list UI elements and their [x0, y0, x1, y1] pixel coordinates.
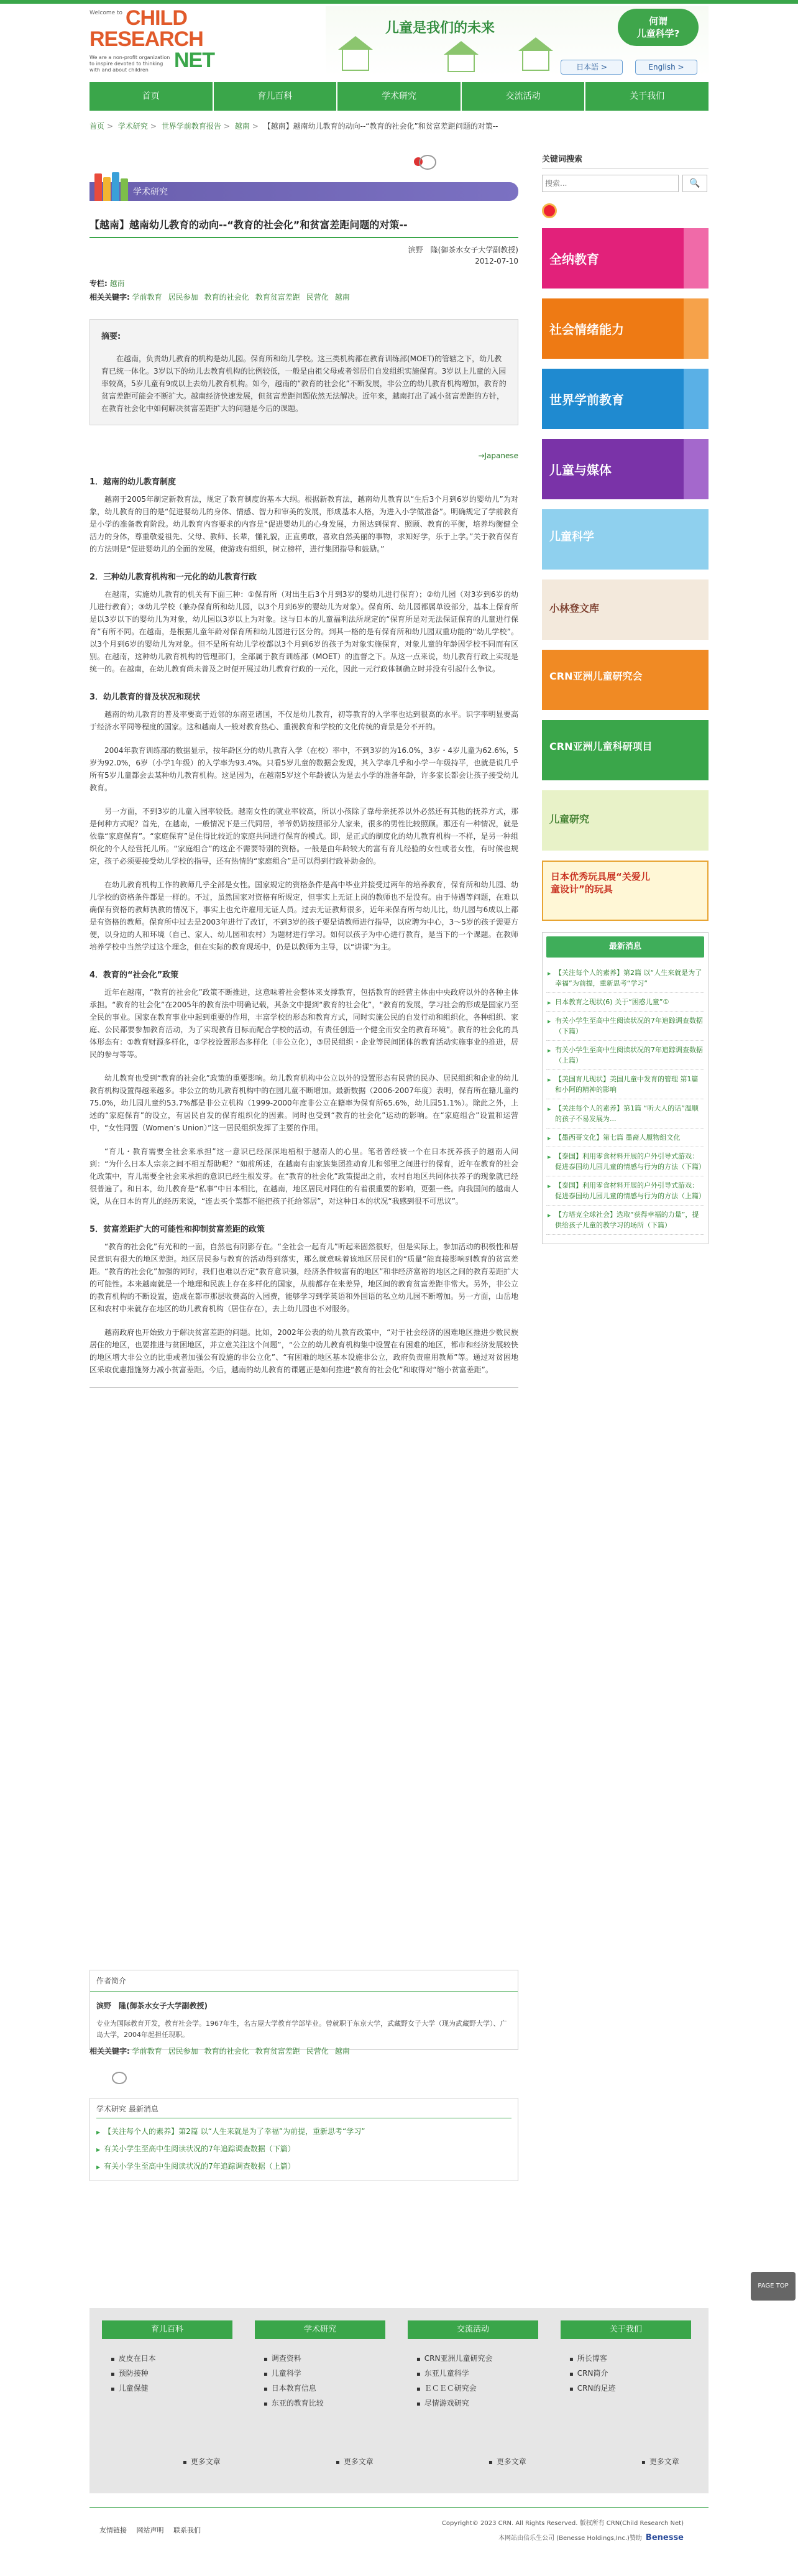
breadcrumb: 首页 > 学术研究 > 世界学前教育报告 > 越南 > 【越南】越南幼儿教育的动向--“教育的社会化”和贫富差距问题的对策--	[89, 122, 498, 131]
section-title: 学术研究	[133, 187, 168, 197]
abstract-box	[89, 319, 518, 425]
banner-label: CRN亚洲儿童科研项目	[549, 741, 653, 752]
banner-label: 儿童研究	[549, 813, 590, 825]
weibo-share-icon[interactable]	[419, 155, 436, 170]
article-author-block	[89, 244, 518, 267]
books-icon	[94, 171, 129, 201]
what-is-child-science-bubble[interactable]: 何谓 儿童科学?	[618, 9, 699, 46]
nav-about[interactable]: 关于我们	[585, 82, 709, 111]
footer-heading[interactable]: 关于我们	[561, 2320, 691, 2339]
newest-item[interactable]: ▶ 【墨西哥文化】第七篇 墨裔人履物组文化	[546, 1129, 704, 1147]
footer-col-parenting	[102, 2320, 232, 2396]
body-paragraph: 近年在越南，“教育的社会化”政策不断推进，这意味着社会整体来支撑教育，包括教育的经营主体由中央政府以外的各种主体承担。“教育的社会化”在2005年的教育法中明确记载，其条文中提到“教育的社会化”，“教育的发展，学习社会的形成是国家乃至全民的事业。国家在教育事业中起到重要的作用，丰富学校的形态和教育方式，同时实施公民的自发行动和组织化，各种组织、家庭、公民都要参加教育活动，为了实现教育目标而配合学校的活动，有责任创造一个健全而安全的教育环境”。教育的社会化的具体形态有：①教育财源多样化，②学校设置形态多样化（非公立化），③居民组织・企业等民间团体的教育活动实施事业的推进，居民的参与等等。	[89, 988, 518, 1059]
banner-label: 世界学前教育	[549, 392, 624, 407]
house-icon	[447, 55, 475, 72]
breadcrumb-current: 【越南】越南幼儿教育的动向--“教育的社会化”和贫富差距问题的对策--	[263, 122, 498, 131]
profile-heading: 作者简介	[90, 1970, 518, 1992]
author-profile	[89, 1970, 518, 2050]
house-icon	[518, 37, 553, 51]
japanese-version-link[interactable]: →Japanese	[478, 451, 518, 460]
weibo-share-icon[interactable]	[112, 2072, 127, 2084]
banner-label: 儿童科学	[549, 530, 594, 543]
banner-crn-asia-project[interactable]	[542, 720, 709, 780]
page-top-button[interactable]: PAGE TOP	[751, 2272, 796, 2301]
article-meta	[89, 277, 518, 304]
body-paragraph: “育儿・教育需要全社会来承担”这一意识已经深深地植根于越南人的心里。笔者曾经被一个在日本抚养孩子的越南人问到：“为什么日本人宗亲之间不相互帮助呢？”如前所述，在越南有由家族集团推动育儿和邻里之间进行的保育，近年在教育的社会化政策中，育儿需要全社会来承担的意识已经生根发芽。在“教育的社会化”政策提出之前，农村自地区共同体扶养子的现象就已经很普遍了。和日本，幼儿教育是“私事”中日本相比，在越南，地区居民对同住的有着很重要的影响，更强一些。向我国问的越南人说，从在日本的育儿的经历来说，“连去买个菜都不能把孩子托给邻居”，对这种日本的状况“我感到很不可思议”。	[89, 1147, 518, 1206]
newest-item[interactable]: ▶ 【泰国】利用零食材料开展的户外引导式游戏：促进泰国幼儿园儿童的情感与行为的方法（下篇）	[546, 1147, 704, 1176]
footer-col-about	[561, 2320, 691, 2396]
article-title: 【越南】越南幼儿教育的动向--“教育的社会化”和贫富差距问题的对策--	[89, 218, 518, 238]
section-heading: 3．幼儿教育的普及状况和现状	[89, 693, 201, 702]
footer-more-link[interactable]: ▪ 更多文章	[336, 2456, 374, 2467]
bottom-link[interactable]: 联系我们	[173, 2526, 201, 2534]
main-nav	[89, 82, 709, 111]
banner-social-emotional[interactable]	[542, 298, 709, 359]
article-body	[89, 475, 518, 1376]
weibo-icon[interactable]	[542, 203, 557, 218]
banner-label: 儿童与媒体	[549, 463, 612, 478]
article-date: 2012-07-10	[475, 257, 518, 265]
latest-heading: 学术研究 最新消息	[96, 2103, 511, 2118]
footer-link[interactable]: ▪ CRN亚洲儿童研究会	[416, 2352, 538, 2366]
site-logo[interactable]	[89, 6, 232, 76]
logo-word-research: RESEARCH	[89, 27, 203, 51]
keyword-search-heading: 关键词搜索	[542, 152, 709, 169]
footer-more-link[interactable]: ▪ 更多文章	[183, 2456, 221, 2467]
site-header	[89, 6, 709, 76]
keyword-link[interactable]: 民营化	[306, 293, 329, 302]
logo-tagline: We are a non-profit organization to inspire devoted to thinking with and about children	[89, 55, 170, 73]
benesse-logo[interactable]: Benesse	[645, 2533, 684, 2542]
footer-link[interactable]: ▪ 东亚的教育比较	[264, 2396, 385, 2411]
bottom-links	[99, 2525, 208, 2535]
banner-kobayashi-library[interactable]	[542, 579, 709, 640]
logo-welcome: Welcome to	[89, 10, 123, 16]
body-paragraph: 在幼儿教育机构工作的教师几乎全部是女性。国家规定的资格条件是高中毕业并接受过两年的培养教育，保育所和幼儿园、幼儿学校的资格条件都是一样的。不过，虽然国家对资格有所规定，但事实上无证上岗的教师也不是没有。由于待遇等问题，在难以确保有资格的教师执教的情况下，事实上也允许雇用无证人员。过去无证教师很多，近年来保育所与幼儿比，幼儿园与6成以上都是有资格的教师。保育所中过去是2003年进行了改订，不到3岁的孩子要是请教师进行指导，以应聘为中心，3〜5岁的孩子需要方便，以身边的人和环境（自己、家人、幼儿园和农村）为题材进行学习。如何以孩子为中心进行教育，是当下的一个课题。在教师培养学校中当然学过这个理念，但在实际的教育现场中，仍是以教师为主导，以“讲课”为主。	[89, 880, 518, 951]
bottom-keywords	[89, 2046, 518, 2056]
search-input[interactable]	[542, 175, 679, 192]
research-latest	[89, 2098, 518, 2181]
nav-parenting[interactable]: 育儿百科	[214, 82, 338, 111]
house-icon	[342, 50, 369, 71]
banner-label: 小林登文库	[549, 602, 600, 614]
abstract-text: 在越南，负责幼儿教育的机构是幼儿园。保育所和幼儿学校。这三类机构都在教育训练部(MOET)的管辖之下，幼儿教育已统一体化。3岁以下的幼儿去教育机构的比例较低，一般是由祖父母或者邻居们自发组织实施保育。3岁以上儿童的入园率较高，5岁儿童有9成以上去幼儿教育机构。如今，越南的“教育的社会化”不断发展，非公立的幼儿教育机构增加，教育的贫富差距可能会不断扩大。越南经济快速发展，但贫富差距问题依然无法解决。近年来，越南打出了减小贫富差距的方针，在教育社会化中如何解决贫富差距扩大的问题是今后的课题。	[101, 354, 507, 413]
nav-home[interactable]: 首页	[89, 82, 214, 111]
footer-link[interactable]: ▪ 皮皮在日本	[111, 2352, 232, 2366]
breadcrumb-research[interactable]: 学术研究	[117, 122, 148, 131]
body-paragraph: 在越南，实施幼儿教育的机关有下面三种：①保育所（对出生后3个月到3岁的婴幼儿进行保育）；②幼儿园（对3岁到6岁的幼儿进行教育）；③幼儿学校（兼办保育所和幼儿园，以3个月到6岁的婴幼儿为对象）。保育所、幼儿园都属单设部分，基本上保育所是以3岁以下的婴幼儿为对象，幼儿园以3岁以上为对象。这与日本的儿童福利法所规定的“保育所是对无法保证保育的儿童进行保育”有所不同。在越南，是根据儿童年龄对保育所和幼儿园进行区分的。到其一格的是有保育所和幼儿园双重功能的“幼儿学校”。以3个月到6岁的婴幼儿为对象。但不是所有幼儿学校都以3个月到6岁的孩子为对象实施保育，对象儿童的年龄因学校不同而有区别。在越南，这种幼儿教育机构的管理部门，全部属于教育训练部（MOET）的监督之下。从这一点来说，幼儿教育行政上实现是统一的。在越南，在幼儿教育尚未普及之时便开展过幼儿教育行政的一元化，因此一元行政体制确立时并没有引起什么争议。	[89, 590, 518, 673]
newest-item[interactable]: ▶ 【方塔克全球社会】选取“获得幸福的力量”，提供给孩子儿童的教学习的场所（下篇）	[546, 1206, 704, 1235]
footer-col-research	[255, 2320, 385, 2411]
footer-link[interactable]: ▪ 日本教育信息	[264, 2381, 385, 2396]
newest-item[interactable]: ▶ 有关小学生至高中生阅读状况的7年追踪调查数据（上篇）	[546, 1041, 704, 1070]
header-slogan: 儿童是我们的未来	[385, 21, 495, 36]
bottom-link[interactable]: 友情链接	[99, 2526, 127, 2534]
newest-item[interactable]: ▶ 【泰国】利用零食材料开展的户外引导式游戏：促进泰国幼儿园儿童的情感与行为的方法（上篇）	[546, 1176, 704, 1206]
keyword-link[interactable]: 学前教育	[132, 2047, 162, 2056]
footer-link[interactable]: ▪ 预防接种	[111, 2366, 232, 2381]
logo-word-child: CHILD	[126, 6, 187, 30]
footer-link[interactable]: ▪ 尽情游戏研究	[416, 2396, 538, 2411]
section-heading: 1．越南的幼儿教育制度	[89, 478, 177, 487]
body-paragraph: 幼儿教育也受到“教育的社会化”政策的重要影响。幼儿教育机构中公立以外的设置形态有民营的民办、居民组织和企业的幼儿教育机构设置得越来越多。非公立的幼儿教育机构中的在园儿童不断增加。最新数据（2006-2007年度）表明，保育所在籍儿童约75.0%，幼儿园儿童约53.7%都是非公立机构（1999-2000年度非公立在籍率为保育所65.6%，幼儿园51.1%）。除此之外，上述的“家庭保育”的设立，有居民自发的保育组织化的因素。同时也受到“教育的社会化”运动的影响。在“家庭组合”设置和运营中，“女性同盟（Women’s Union）”这一居民组织发挥了主要的作用。	[89, 1074, 518, 1132]
footer-link[interactable]: ▪ 儿童科学	[264, 2366, 385, 2381]
body-paragraph: 2004年教育训练部的数据显示，按年龄区分的幼儿教育入学（在校）率中，不到3岁的为16.0%，3岁・4岁儿童为62.6%，5岁为92.0%，6岁（小学1年级）的入学率为93.4%。只看5岁儿童的数据会发现，其入学率几乎和小学一年级持平，也就是说几乎所有5岁儿童都会去某种幼儿教育机构。这是因为，在越南5岁这个年龄被认为是去小学的准备年龄，许多家长都会让孩子接受幼儿教育。	[89, 746, 518, 792]
profile-name: 滨野 隆(御茶水女子大学副教授)	[96, 2001, 208, 2010]
article-end-divider	[89, 1387, 518, 1388]
main-content	[89, 152, 518, 1388]
sponsor-text: 本网站由倍乐生公司 (Benesse Holdings,Inc.)赞助	[498, 2535, 642, 2542]
sidebar	[542, 152, 709, 1244]
keyword-link[interactable]: 越南	[334, 293, 350, 302]
banner-label: 日本优秀玩具展“关爱儿童设计”的玩具	[551, 871, 650, 895]
banner-label: CRN亚洲儿童研究会	[549, 670, 643, 682]
latest-item[interactable]: ▶ 有关小学生至高中生阅读状况的7年追踪调查数据（上篇）	[96, 2158, 511, 2176]
english-site-button[interactable]: English >	[635, 60, 697, 75]
footer-link[interactable]: ▪ 所长博客	[569, 2352, 691, 2366]
footer-link[interactable]: ▪ 调查资料	[264, 2352, 385, 2366]
column-link[interactable]: 越南	[109, 279, 125, 288]
banner-label: 全纳教育	[549, 252, 599, 267]
japanese-version-link-wrap	[89, 451, 518, 460]
banner-label: 社会情绪能力	[549, 322, 624, 337]
bottom-bar	[89, 2507, 709, 2544]
search-button[interactable]	[682, 175, 707, 192]
search-icon: 🔍	[689, 178, 700, 188]
profile-text: 专业为国际教育开发，教育社会学。1967年生，名古屋大学教育学部毕业。曾就职于东京大学，武藏野女子大学（现为武藏野大学）、广岛大学，2004年起担任现职。	[96, 2020, 507, 2039]
body-paragraph: “教育的社会化”有光和的一面，自然也有阴影存在。“全社会一起育儿”听起来固然很好，但是实际上，参加活动的积极性和居民意识有很大的地区差距。地区居民参与教育的活动得到落实，那么就意味着该地区居民们的“质量”能直接影响到教育的贫富差距。“教育的社会化”加强的同时，我们也难以否定“教育意识强，经济条件较富有的地区”和非经济富裕的地区之间的教育差距扩大的可能性。本来越南就是一个地理和民族上存在多样化的国家，从前都存在来差异，地区间的教育贫富差距非常大。另外，非公立的教育机构的不断设置，造成在都市那层收费高的入园费，能够学习到学英语和外国语的私立幼儿园不断增加。另一方面，山岳地区和农村中来就存在地区的幼儿教育机构（居住存在），去上幼儿园也不对服务。	[89, 1242, 518, 1313]
keyword-link[interactable]: 越南	[334, 2047, 350, 2056]
section-heading: 4．教育的“社会化”政策	[89, 971, 179, 980]
copyright: Copyright© 2023 CRN. All Rights Reserved. 版权所有 CRN(Child Research Net)	[441, 2520, 684, 2527]
banner-toy-award[interactable]	[542, 861, 709, 921]
house-icon	[338, 36, 373, 50]
body-paragraph: 另一方面，不到3岁的儿童入园率较低。越南女性的就业率较高，所以小孩除了靠母亲抚养以外必然还有其他的抚养方式，那是何种方式呢？首先，在越南，一般情况下是三代同居，爷爷奶奶按照部分人家来，很多的男性比较照顾。那还有一种情况，就是依靠“家庭保育”。“家庭保育”是住得比较近的家庭共同进行保育的模式。即，是正式的制度化的幼儿教育机构一不样，是另一种组织化的个人经营托儿所。“家庭组合”的这企不需要特别的资格。一般是由年龄较大的富有育儿经验的女性或者女性，有时候也规定，孩子必须要接受幼儿学校的指导，还有热情的“家庭组合”是可以得到行政补助金的。	[89, 807, 518, 866]
newest-news	[542, 932, 709, 1244]
newest-item[interactable]: ▶ 【美国育儿现状】美国儿童中发育的管理 第1篇 和小阿的精神的影响	[546, 1070, 704, 1099]
section-heading: 5．贫富差距扩大的可能性和抑制贫富差距的政策	[89, 1225, 265, 1234]
footer-more-link[interactable]: ▪ 更多文章	[488, 2456, 526, 2467]
footer-heading[interactable]: 交流活动	[408, 2320, 538, 2339]
footer-heading[interactable]: 育儿百科	[102, 2320, 232, 2339]
article-author: 滨野 隆(御茶水女子大学副教授)	[408, 246, 518, 254]
keyword-link[interactable]: 民营化	[306, 2047, 329, 2056]
breadcrumb-home[interactable]: 首页	[89, 122, 105, 131]
abstract-heading: 摘要:	[101, 332, 121, 341]
footer-link[interactable]: ▪ CRN简介	[569, 2366, 691, 2381]
keyword-link[interactable]: 教育的社会化	[204, 293, 249, 302]
nav-exchange[interactable]: 交流活动	[462, 82, 586, 111]
keyword-link[interactable]: 教育贫富差距	[255, 2047, 300, 2056]
footer-heading[interactable]: 学术研究	[255, 2320, 385, 2339]
keywords-label: 相关关键字:	[89, 2047, 130, 2056]
body-paragraph: 越南政府也开始致力于解决贫富差距的问题。比如，2002年公表的幼儿教育政策中，“对于社会经济的困难地区推进少数民族居住的地区，也要推进与贫困地区，并立意关注这个问题”，“公立的幼儿教育机构集中设置在有困难的地区，都市和经济发展较快的地区增大非公立的比重或者加强公有设施的非公立化”、“有困难的地区基本设施非公立，政府负责雇用教师”等。通过对贫困地区采取优惠措施努力减小贫富差距。今后，越南的幼儿教育的课题正是如何推进“教育的社会化”和取得对“缩小贫富差距”。	[89, 1328, 518, 1374]
sponsor	[498, 2532, 684, 2542]
keyword-link[interactable]: 教育的社会化	[204, 2047, 249, 2056]
footer-link[interactable]: ▪ ＥＣＥＣ研究会	[416, 2381, 538, 2396]
keyword-link[interactable]: 居民参加	[168, 2047, 198, 2056]
keywords-label: 相关关键字:	[89, 293, 130, 302]
newest-item[interactable]: ▶ 【关注每个人的素养】第2篇 以“人生来就是为了幸福”为前提，重新思考“学习”	[546, 964, 704, 993]
house-icon	[522, 51, 549, 71]
body-paragraph: 越南于2005年制定新教育法，规定了教育制度的基本大纲。根据新教育法，越南幼儿教育以“生后3个月到6岁的婴幼儿”为对象，幼儿教育的目的是“促进婴幼儿的身体、情感、智力和审美的发展，形成基本人格，为进入小学做准备”。明确规定了学前教育是小学的准备教育阶段。幼儿教育内容要求的内容是“促进婴幼儿的心身发展，力图达到保育、照顾、教育的平衡，培养均衡健全活力的身体，尊重敬爱祖先、父母、教师、长辈，懂礼貌，正直勇敢，喜欢自然美丽的事物，求知好学，乐于上学。”关于教育保育的方法则是“促进婴幼儿的全面的发展，使游戏有组织，树立榜样，进行集团指导和鼓励。”	[89, 495, 518, 553]
newest-item[interactable]: ▶ 日本教育之现状(6) 关于“困惑儿童”①	[546, 993, 704, 1012]
keyword-link[interactable]: 教育贫富差距	[255, 293, 300, 302]
footer-link[interactable]: ▪ 儿童保健	[111, 2381, 232, 2396]
keyword-link[interactable]: 居民参加	[168, 293, 198, 302]
newest-item[interactable]: ▶ 【关注每个人的素养】第1篇 “听大人的话”温顺的孩子不易发展为...	[546, 1099, 704, 1129]
latest-item[interactable]: ▶ 【关注每个人的素养】第2篇 以“人生来就是为了幸福”为前提，重新思考“学习”	[96, 2123, 511, 2141]
banner-crn-asia-conference[interactable]	[542, 650, 709, 710]
body-paragraph: 越南的幼儿教育的普及率要高于近邻的东南亚诸国，不仅是幼儿教育，初等教育的入学率也达到很高的水平。识字率明显要高于经济水平同等程度的国家。这和越南人一般对教育热心、重视教育和学校的文化传统的背景是分不开的。	[89, 710, 518, 731]
site-footer	[89, 2308, 709, 2493]
column-label: 专栏:	[89, 279, 108, 288]
logo-word-net: NET	[174, 48, 214, 72]
breadcrumb-vietnam[interactable]: 越南	[234, 122, 250, 131]
bottom-link[interactable]: 网站声明	[136, 2526, 164, 2534]
keyword-link[interactable]: 学前教育	[132, 293, 162, 302]
footer-link[interactable]: ▪ 东亚儿童科学	[416, 2366, 538, 2381]
footer-link[interactable]: ▪ CRN的足迹	[569, 2381, 691, 2396]
search-box	[542, 175, 709, 192]
footer-more-link[interactable]: ▪ 更多文章	[641, 2456, 679, 2467]
breadcrumb-world-report[interactable]: 世界学前教育报告	[161, 122, 221, 131]
banner-world-preschool[interactable]	[542, 369, 709, 429]
nav-research[interactable]: 学术研究	[337, 82, 462, 111]
banner-child-science[interactable]	[542, 509, 709, 570]
banner-children-media[interactable]	[542, 439, 709, 499]
section-heading: 2．三种幼儿教育机构和一元化的幼儿教育行政	[89, 573, 257, 582]
top-accent-bar	[0, 0, 798, 4]
banner-children-research[interactable]	[542, 790, 709, 851]
latest-item[interactable]: ▶ 有关小学生至高中生阅读状况的7年追踪调查数据（下篇）	[96, 2141, 511, 2158]
newest-item[interactable]: ▶ 有关小学生至高中生阅读状况的7年追踪调查数据（下篇）	[546, 1012, 704, 1041]
footer-col-exchange	[408, 2320, 538, 2411]
section-header	[89, 152, 518, 205]
newest-heading: 最新消息	[546, 936, 704, 958]
japanese-site-button[interactable]: 日本語 >	[561, 60, 623, 75]
house-icon	[444, 41, 479, 55]
banner-inclusive-education[interactable]	[542, 228, 709, 289]
